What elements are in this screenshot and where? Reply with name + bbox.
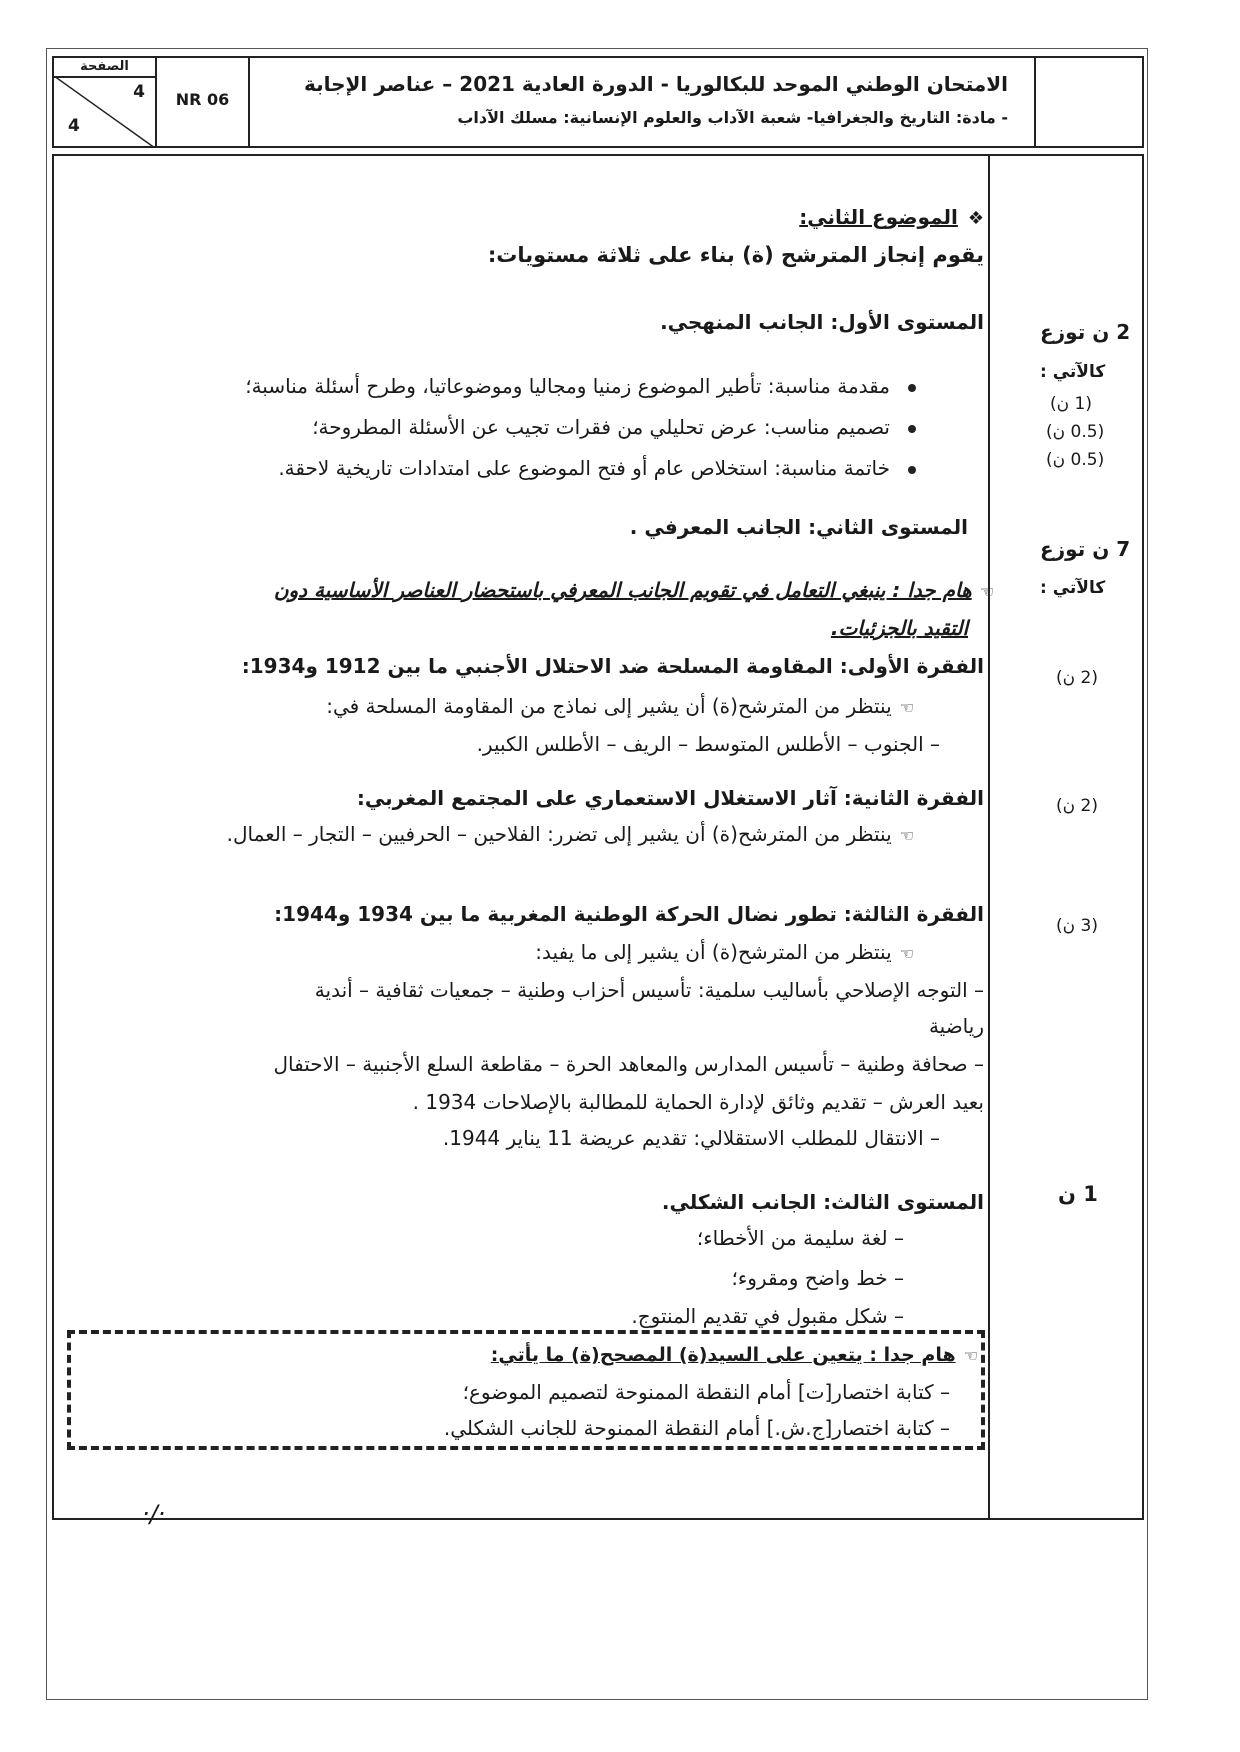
- pointing-hand-icon: ☜: [899, 944, 914, 963]
- score-column-divider: [988, 154, 990, 1520]
- pointing-hand-icon: ☜: [899, 698, 914, 717]
- level2-score: 7 ن توزع: [1040, 537, 1131, 561]
- corrector-note-line1: – كتابة اختصار[ت] أمام النقطة الممنوحة لتصميم الموضوع؛: [462, 1380, 950, 1404]
- exam-code-cell: [157, 58, 250, 146]
- level1-item-conclusion: خاتمة مناسبة: استخلاص عام أو فتح الموضوع على امتدادات تاريخية لاحقة.: [278, 456, 916, 480]
- end-mark: ·/·: [142, 1500, 166, 1528]
- level1-item-intro-score: (1 ن): [1050, 394, 1092, 414]
- paragraph3-score: (3 ن): [1056, 916, 1098, 936]
- paragraph1-line1: ☜ينتظر من المترشح(ة) أن يشير إلى نماذج من المقاومة المسلحة في:: [326, 694, 914, 718]
- level3-score: 1 ن: [1058, 1182, 1098, 1206]
- level3-heading: المستوى الثالث: الجانب الشكلي.: [661, 1190, 984, 1214]
- bullet-icon: [908, 466, 916, 474]
- diamond-bullet-icon: ❖: [967, 208, 984, 229]
- paragraph3-line6: – الانتقال للمطلب الاستقلالي: تقديم عريضة 11 يناير 1944.: [442, 1126, 940, 1150]
- paragraph1-heading: الفقرة الأولى: المقاومة المسلحة ضد الاحتلال الأجنبي ما بين 1912 و1934:: [241, 654, 984, 678]
- paragraph1-score: (2 ن): [1056, 668, 1098, 688]
- level1-item-conclusion-score: (0.5 ن): [1046, 450, 1105, 470]
- paragraph2-heading: الفقرة الثانية: آثار الاستغلال الاستعماري على المجتمع المغربي:: [356, 786, 984, 810]
- blank-cell: [1036, 58, 1142, 146]
- page-label: الصفحة: [54, 58, 155, 78]
- bullet-icon: [908, 384, 916, 392]
- level1-item-intro: مقدمة مناسبة: تأطير الموضوع زمنيا ومجاليا وموضوعاتيا، وطرح أسئلة مناسبة؛: [245, 374, 916, 398]
- paragraph1-line2: – الجنوب – الأطلس المتوسط – الريف – الأطلس الكبير.: [476, 732, 940, 756]
- level3-item-handwriting: – خط واضح ومقروء؛: [731, 1266, 904, 1290]
- pointing-hand-icon: ☜: [963, 1346, 978, 1365]
- page-number-cell: [54, 58, 157, 146]
- paragraph3-line5: بعيد العرش – تقديم وثائق لإدارة الحماية للمطالبة بالإصلاحات 1934 .: [412, 1090, 984, 1114]
- exam-title: الامتحان الوطني الموحد للبكالوريا - الدورة العادية 2021 – عناصر الإجابة: [303, 72, 1008, 96]
- exam-title-cell: [250, 58, 1036, 146]
- exam-code: NR 06: [175, 90, 230, 109]
- paragraph3-line3: رياضية: [928, 1014, 984, 1038]
- page-total: 4: [68, 116, 80, 136]
- level1-item-plan-score: (0.5 ن): [1046, 422, 1105, 442]
- exam-header: [52, 56, 1144, 148]
- topic-intro: يقوم إنجاز المترشح (ة) بناء على ثلاثة مستويات:: [487, 243, 984, 267]
- level3-item-language: – لغة سليمة من الأخطاء؛: [696, 1226, 904, 1250]
- level1-score-sub: كالآتي :: [1040, 362, 1106, 382]
- paragraph3-heading: الفقرة الثالثة: تطور نضال الحركة الوطنية المغربية ما بين 1934 و1944:: [274, 902, 984, 926]
- level1-score: 2 ن توزع: [1040, 320, 1131, 344]
- paragraph2-line1: ☜ينتظر من المترشح(ة) أن يشير إلى تضرر: الفلاحين – الحرفيين – التجار – العمال.: [226, 822, 914, 846]
- level3-item-presentation: – شكل مقبول في تقديم المنتوج.: [631, 1304, 904, 1328]
- topic-title: الموضوع الثاني:: [799, 205, 958, 229]
- corrector-note-title: ☜هام جدا : يتعين على السيد(ة) المصحح(ة) ما يأتي:: [490, 1344, 978, 1366]
- bullet-icon: [908, 425, 916, 433]
- corrector-note-line2: – كتابة اختصار[ج.ش.] أمام النقطة الممنوحة للجانب الشكلي.: [443, 1416, 950, 1440]
- level2-heading: المستوى الثاني: الجانب المعرفي .: [629, 515, 968, 539]
- level2-score-sub: كالآتي :: [1040, 578, 1106, 598]
- paragraph3-line1: ☜ينتظر من المترشح(ة) أن يشير إلى ما يفيد:: [535, 940, 914, 964]
- level1-item-plan: تصميم مناسب: عرض تحليلي من فقرات تجيب عن الأسئلة المطروحة؛: [312, 415, 916, 439]
- level1-heading: المستوى الأول: الجانب المنهجي.: [660, 310, 984, 334]
- topic-title-row: [799, 205, 984, 229]
- exam-subject: - مادة: التاريخ والجغرافيا- شعبة الآداب والعلوم الإنسانية: مسلك الآداب: [457, 108, 1008, 127]
- pointing-hand-icon: ☜: [979, 582, 994, 601]
- page-current: 4: [133, 82, 145, 102]
- level2-note: ☜هام جدا : ينبغي التعامل في تقويم الجانب المعرفي باستحضار العناصر الأساسية دون: [273, 578, 994, 602]
- paragraph2-score: (2 ن): [1056, 796, 1098, 816]
- pointing-hand-icon: ☜: [899, 826, 914, 845]
- paragraph3-line2: – التوجه الإصلاحي بأساليب سلمية: تأسيس أحزاب وطنية – جمعيات ثقافية – أندية: [314, 978, 984, 1002]
- level2-note-line2: التقيد بالجزئيات.: [830, 616, 968, 640]
- paragraph3-line4: – صحافة وطنية – تأسيس المدارس والمعاهد الحرة – مقاطعة السلع الأجنبية – الاحتفال: [273, 1052, 984, 1076]
